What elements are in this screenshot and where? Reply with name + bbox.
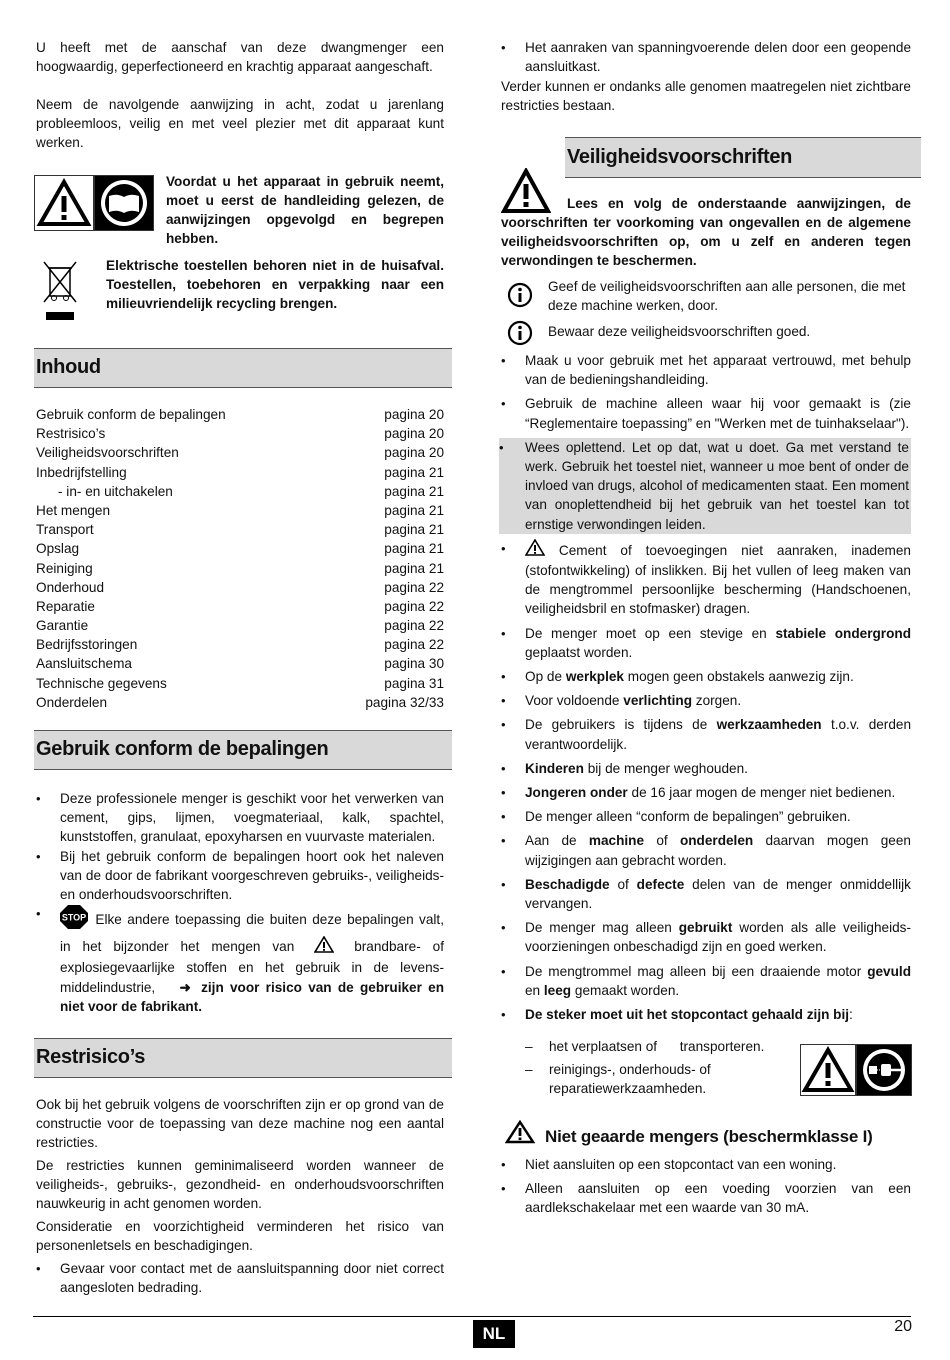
list-item: • De menger moet op een stevige en stabiele ondergrond geplaatst worden. <box>501 624 911 662</box>
toc-row <box>36 597 444 616</box>
toc-page: pagina 21 <box>384 483 444 499</box>
list-item: • De steker moet uit het stopcontact gehaald zijn bij: <box>501 1005 911 1024</box>
nongrounded-heading: Niet geaarde mengers (beschermklasse I) <box>545 1127 873 1146</box>
toc-label: Onderhoud <box>36 579 105 595</box>
toc-page: pagina 22 <box>384 618 444 634</box>
toc-label: Transport <box>36 522 94 538</box>
list-item: • De menger alleen “conform de bepalingen” gebruiken. <box>501 807 911 826</box>
toc-page: pagina 21 <box>384 560 444 576</box>
unplug-icon <box>856 1044 912 1096</box>
toc-page: pagina 31 <box>384 675 444 691</box>
toc-row <box>36 501 444 520</box>
toc-page: pagina 20 <box>384 426 444 442</box>
unplug-sublist <box>525 1037 785 1099</box>
read-manual-icon <box>94 175 154 231</box>
weee-bin-icon <box>40 258 80 322</box>
toc-row <box>36 559 444 578</box>
list-item: • Bij het gebruik conform de bepalingen hoort ook het naleven van de door de fabrikant voorgeschreven gebruiks-, veiligheids- en onderhoudsvoorschriften. <box>36 847 444 905</box>
warning-icon <box>314 936 334 959</box>
list-item: – reinigings-, onderhouds- of reparatiewerkzaamheden. <box>525 1060 785 1099</box>
toc-row <box>36 635 444 654</box>
list-item: • Beschadigde of defecte delen van de menger onmiddellijk vervangen. <box>501 875 911 913</box>
toc-page: pagina 22 <box>384 579 444 595</box>
nongrounded-list <box>501 1155 911 1218</box>
safety-list <box>501 351 911 1024</box>
info-text-2: Bewaar deze veiligheidsvoorschriften goed. <box>548 324 811 339</box>
toc-label: Garantie <box>36 618 89 634</box>
intro-paragraph-2: Neem de navolgende aanwijzing in acht, zodat u jarenlang probleemloos, veilig en met veel plezier met dit apparaat kunt werken. <box>36 97 444 150</box>
toc-row <box>36 578 444 597</box>
warning-sign-icon <box>800 1044 856 1096</box>
read-warning-text: Voordat u het apparaat in gebruik neemt, moet u eerst de handleiding gelezen, de aanwijzingen opgevolgd en begrepen hebben. <box>166 174 444 246</box>
toc-label: Opslag <box>36 541 80 557</box>
toc-label: Gebruik conform de bepalingen <box>36 407 226 422</box>
toc-row <box>36 539 444 558</box>
toc-page: pagina 20 <box>384 407 444 422</box>
list-item: • Cement of toevoegingen niet aanraken, inademen (stofontwikkeling) of inslikken. Bij het vullen of leeg maken van de mengtrommel persoonlijke bescherming (Handschoenen, veiligheidsbril en stofmasker) dragen. <box>501 539 911 619</box>
list-item: • Gevaar voor contact met de aansluitspanning door niet correct aangesloten bedrading. <box>36 1259 444 1297</box>
list-item: • Voor voldoende verlichting zorgen. <box>501 691 911 710</box>
toc-page: pagina 21 <box>384 464 444 480</box>
risks-paragraph-3: Consideratie en voorzichtigheid verminderen het risico van personenletsels en beschadigingen. <box>36 1219 444 1253</box>
toc-row <box>36 616 444 635</box>
list-item: • De mengtrommel mag alleen bij een draaiende motor gevuld en leeg gemaakt worden. <box>501 962 911 1000</box>
list-item: • Kinderen bij de menger weghouden. <box>501 759 911 778</box>
page-number: 20 <box>894 1318 912 1335</box>
toc-label: Het mengen <box>36 502 111 518</box>
list-item: • Op de werkplek mogen geen obstakels aanwezig zijn. <box>501 667 911 686</box>
toc-page: pagina 21 <box>384 522 444 538</box>
warning-icon <box>505 1120 535 1147</box>
toc-row <box>36 520 444 539</box>
toc-row <box>36 674 444 693</box>
safety-lead: Lees en volg de onderstaande aanwijzingen, de voorschriften ter voorkoming van ongevallen en de algemene veiligheidsvoorschriften op, om u zelf en anderen tegen verwondingen te beschermen. <box>501 196 911 268</box>
toc-label: Restrisico’s <box>36 426 106 442</box>
toc-page: pagina 20 <box>384 445 444 461</box>
warning-sign-icon <box>34 175 94 231</box>
stop-icon <box>58 904 90 936</box>
toc-label: - in- en uitchakelen <box>58 483 173 499</box>
toc-row <box>36 463 444 482</box>
info-icon <box>507 320 533 349</box>
toc-page: pagina 22 <box>384 637 444 653</box>
language-badge: NL <box>473 1320 515 1348</box>
toc-page: pagina 32/33 <box>365 694 444 710</box>
usage-heading: Gebruik conform de bepalingen <box>34 730 452 770</box>
list-item: • Maak u voor gebruik met het apparaat vertrouwd, met behulp van de bedieningshandleiding. <box>501 351 911 389</box>
toc-row <box>36 693 444 712</box>
list-item: • Alleen aansluiten op een voeding voorzien van een aardlekschakelaar met een waarde van 30 mA. <box>501 1179 911 1217</box>
list-item: • De menger mag alleen gebruikt worden als alle veiligheids-voorzieningen onbeschadigd zijn en goed werken. <box>501 918 911 956</box>
list-item: • STOP Elke andere toepassing die buiten deze bepalingen valt, in het bijzonder het mengen van brandbare- of explosiegevaarlijke stoffen en het gebruik in de levens-middelindustrie, ➜ zijn voor risico van de gebruiker en niet voor de fabrikant. <box>36 904 444 1017</box>
list-item: • Wees oplettend. Let op dat, wat u doet. Ga met verstand te werk. Gebruik het toestel niet, wanneer u moe bent of onder de invloed van drugs, alcohol of medicamenten staat. Een moment van onoplettendheid bij het gebruik van het toestel kan tot ernstige verwondingen leiden. <box>499 438 911 534</box>
toc-label: Onderdelen <box>36 694 108 710</box>
risks-paragraph-4: Verder kunnen er ondanks alle genomen maatregelen niet zichtbare restricties bestaan. <box>501 79 911 113</box>
toc-page: pagina 30 <box>384 656 444 672</box>
list-item: • Deze professionele menger is geschikt voor het verwerken van cement, gips, lijmen, voegmateriaal, kalk, spachtel, kunststoffen, granulaat, epoxyharsen en vuurvaste materialen. <box>36 789 444 847</box>
toc-row <box>36 654 444 673</box>
usage-list <box>36 789 444 1017</box>
weee-text: Elektrische toestellen behoren niet in de huisafval. Toestellen, toebehoren en verpakking naar een milieuvriendelijk recycling brengen. <box>106 258 444 311</box>
toc-label: Reiniging <box>36 560 93 576</box>
toc-label: Reparatie <box>36 598 95 614</box>
toc-label: Veiligheidsvoorschriften <box>36 445 179 461</box>
list-item: – het verplaatsen of transporteren. <box>525 1037 785 1057</box>
toc-row <box>36 405 444 424</box>
list-item: • Jongeren onder de 16 jaar mogen de menger niet bedienen. <box>501 783 911 802</box>
risks-list-continued <box>501 38 911 76</box>
toc-page: pagina 22 <box>384 598 444 614</box>
list-item: • Gebruik de machine alleen waar hij voor gemaakt is (zie “Reglementaire toepassing” en "Werken met de tuinhakselaar"). <box>501 394 911 432</box>
risks-list <box>36 1259 444 1297</box>
list-item: • Het aanraken van spanningvoerende delen door een geopende aansluitkast. <box>501 38 911 76</box>
toc-page: pagina 21 <box>384 541 444 557</box>
list-item: • Niet aansluiten op een stopcontact van een woning. <box>501 1155 911 1174</box>
risks-heading: Restrisico’s <box>34 1038 452 1078</box>
toc-page: pagina 21 <box>384 502 444 518</box>
footer-rule <box>33 1316 911 1317</box>
list-item: • De gebruikers is tijdens de werkzaamheden t.o.v. derden verantwoordelijk. <box>501 715 911 753</box>
toc-label: Bedrijfsstoringen <box>36 637 138 653</box>
toc-label: Aansluitschema <box>36 656 132 672</box>
toc-list <box>36 405 444 712</box>
toc-row <box>36 443 444 462</box>
toc-heading: Inhoud <box>34 348 452 388</box>
intro-paragraph-1: U heeft met de aanschaf van deze dwangmenger een hoogwaardig, geperfectioneerd en krachtig apparaat aangeschaft. <box>36 40 444 74</box>
svg-text:STOP: • STOP <box>61 912 87 923</box>
info-icon <box>507 282 533 311</box>
toc-row <box>36 482 444 501</box>
toc-label: Inbedrijfstelling <box>36 464 127 480</box>
warning-icon <box>525 539 545 561</box>
safety-heading: Veiligheidsvoorschriften <box>565 137 921 178</box>
toc-row <box>36 424 444 443</box>
toc-label: Technische gegevens <box>36 675 167 691</box>
arrow-right-icon: ➜ <box>179 979 191 995</box>
risks-paragraph-1: Ook bij het gebruik volgens de voorschriften zijn er op grond van de constructie voor de toepassing van deze machine nog een aantal restricties. <box>36 1097 444 1150</box>
risks-paragraph-2: De restricties kunnen geminimaliseerd worden wanneer de veiligheids-, gebruiks-, gezondheid- en onderhoudsvoorschriften nauwkeurig in acht genomen worden. <box>36 1158 444 1211</box>
list-item: • Aan de machine of onderdelen daarvan mogen geen wijzigingen aan gebracht worden. <box>501 831 911 869</box>
info-text-1: Geef de veiligheidsvoorschriften aan alle personen, die met deze machine werken, door. <box>548 279 906 313</box>
